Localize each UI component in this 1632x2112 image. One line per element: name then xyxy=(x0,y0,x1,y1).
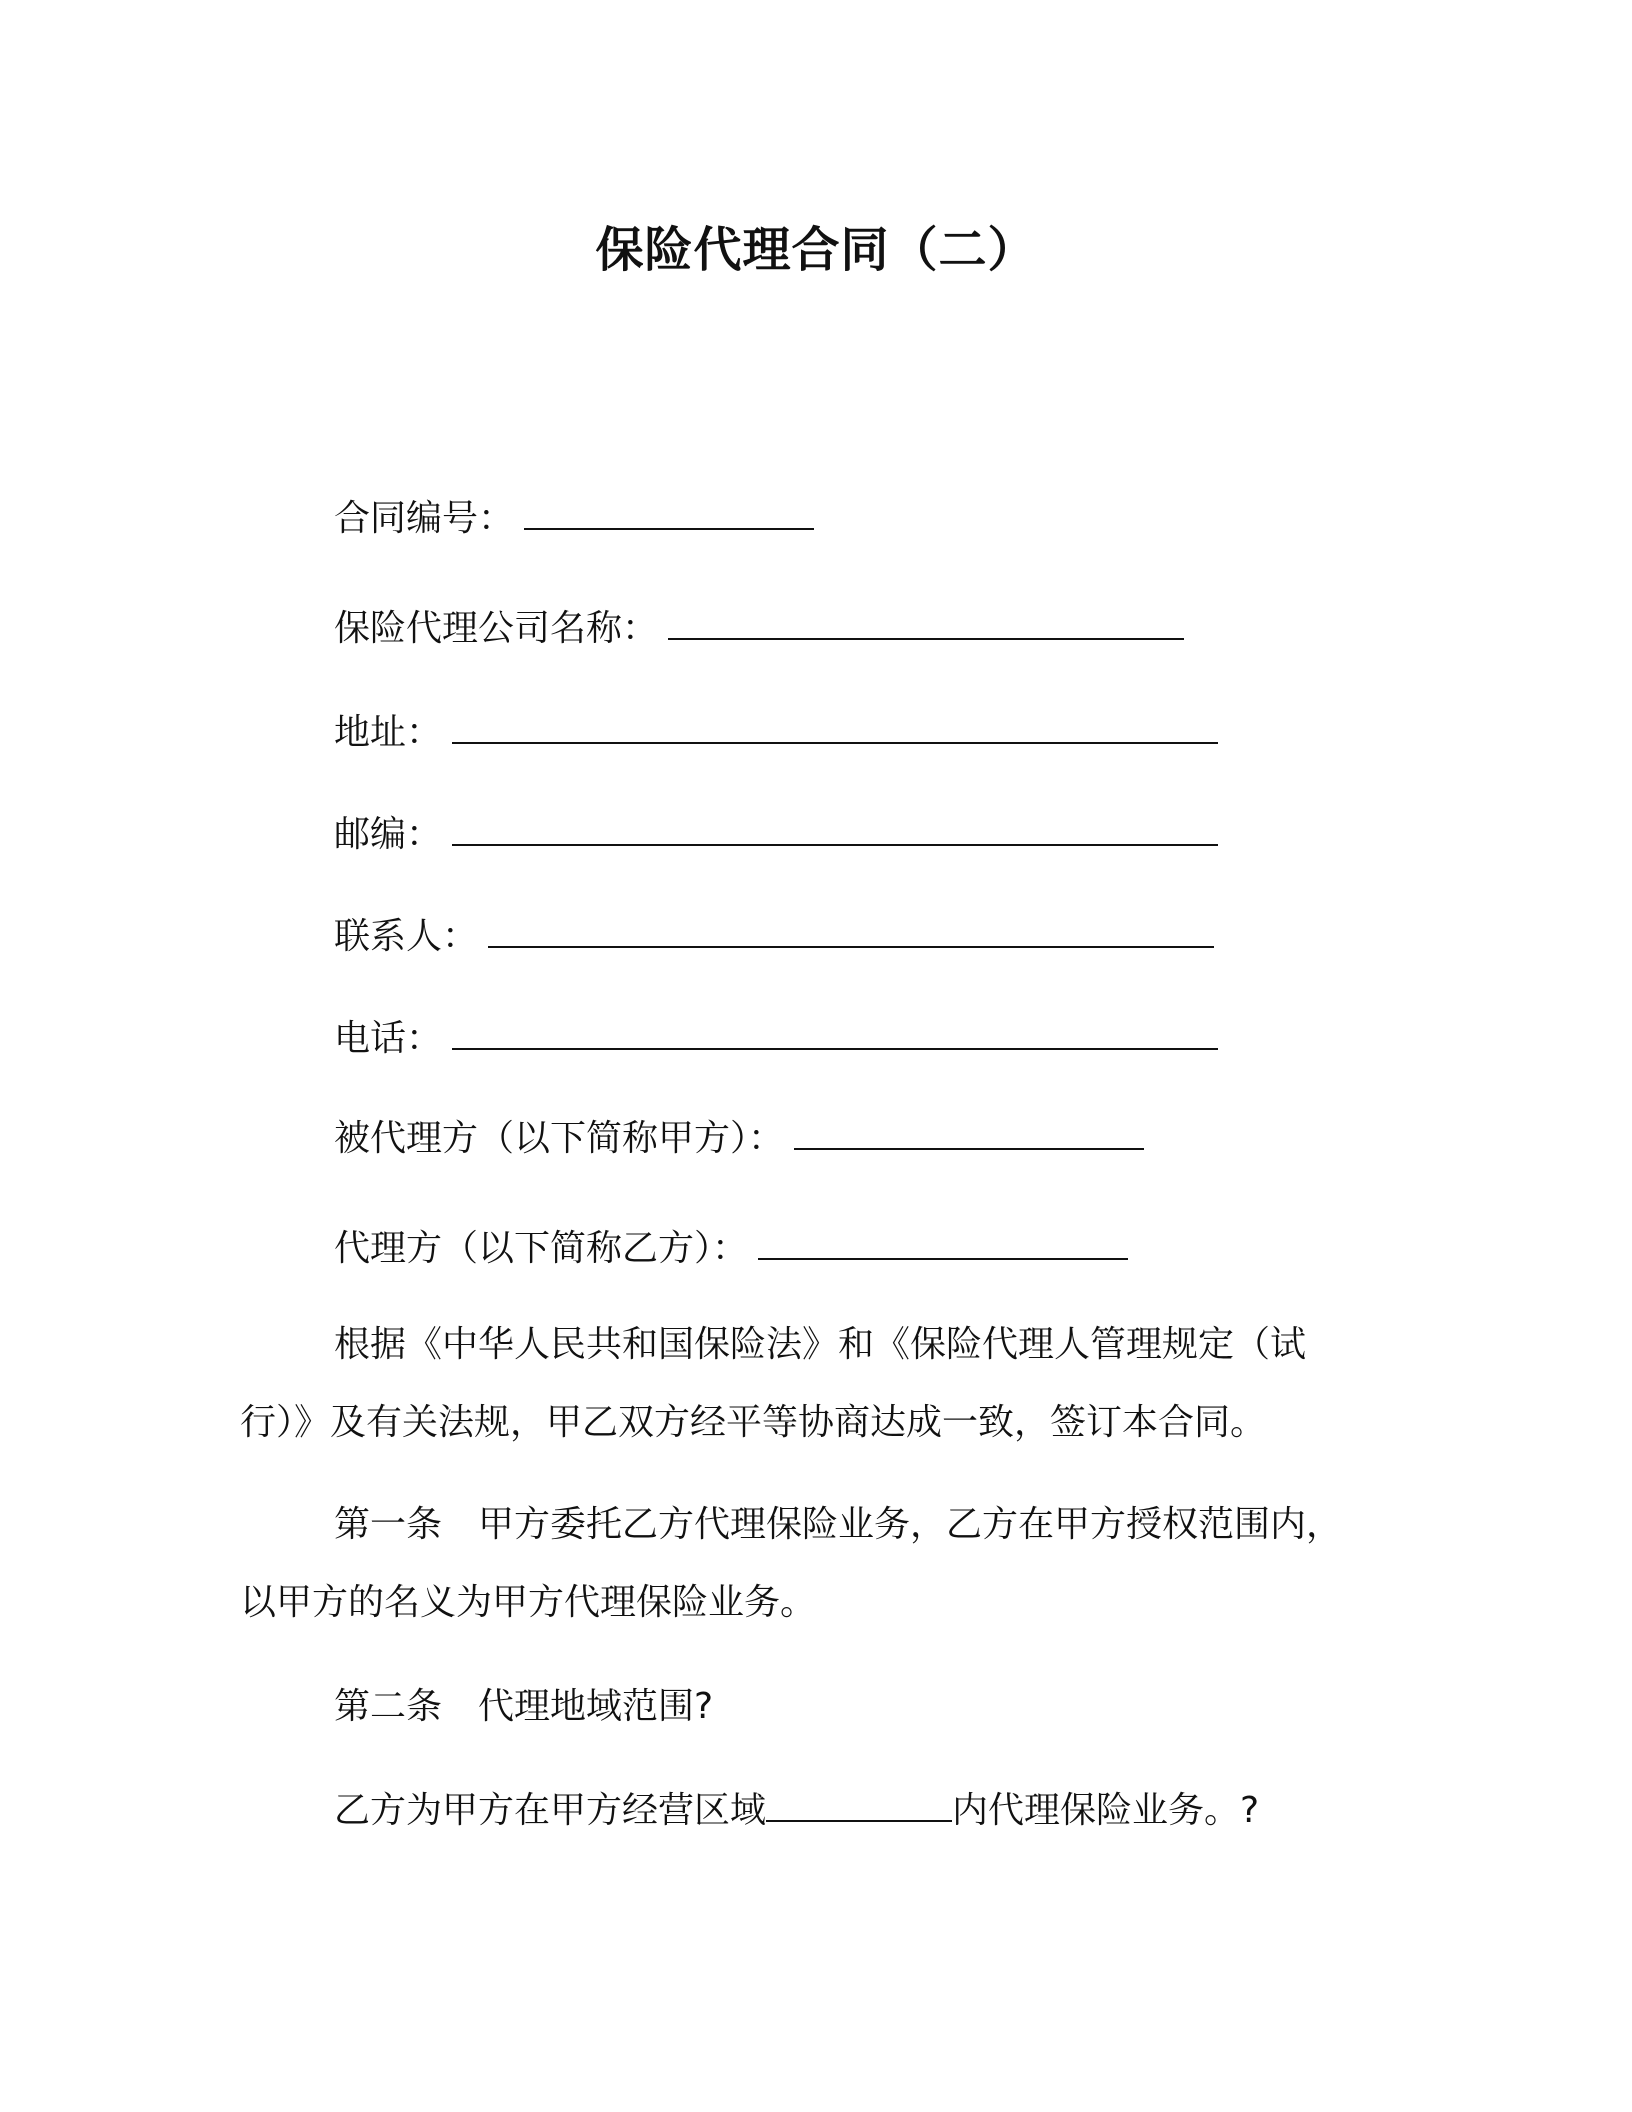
article-2 xyxy=(334,1682,713,1732)
region-text-before: 乙方为甲方在甲方经营区域 xyxy=(334,1790,767,1831)
blank-line[interactable] xyxy=(794,1114,1144,1150)
field-phone xyxy=(334,1014,1218,1064)
field-label: 电话： xyxy=(334,1018,443,1059)
article-text: 甲方委托乙方代理保险业务，乙方在甲方授权范围内， xyxy=(478,1504,1343,1545)
article-1-line-1 xyxy=(334,1500,1342,1550)
field-agency-name xyxy=(334,604,1184,654)
field-label: 联系人： xyxy=(334,916,479,957)
field-postcode xyxy=(334,810,1218,860)
blank-line[interactable] xyxy=(524,494,814,530)
field-label: 地址： xyxy=(334,712,443,753)
field-label: 邮编： xyxy=(334,814,443,855)
blank-line[interactable] xyxy=(452,708,1218,744)
field-party-b xyxy=(334,1224,1128,1274)
article-heading: 第一条 xyxy=(334,1504,443,1545)
field-party-a xyxy=(334,1114,1144,1164)
article-text: 代理地域范围? xyxy=(478,1686,714,1727)
field-contract-number xyxy=(334,494,814,544)
blank-line[interactable] xyxy=(488,912,1214,948)
field-contact-person xyxy=(334,912,1214,962)
preamble-line-2: 行）》及有关法规，甲乙双方经平等协商达成一致，签订本合同。 xyxy=(240,1402,1267,1443)
field-address xyxy=(334,708,1218,758)
blank-line[interactable] xyxy=(766,1786,952,1822)
document-title: 保险代理合同（二） xyxy=(595,222,1037,278)
blank-line[interactable] xyxy=(452,1014,1218,1050)
article-heading: 第二条 xyxy=(334,1686,443,1727)
article-1-line-2: 以甲方的名义为甲方代理保险业务。 xyxy=(240,1582,817,1623)
region-clause xyxy=(334,1786,1259,1836)
blank-line[interactable] xyxy=(668,604,1184,640)
field-label: 被代理方（以下简称甲方）： xyxy=(334,1118,785,1159)
blank-line[interactable] xyxy=(452,810,1218,846)
blank-line[interactable] xyxy=(758,1224,1128,1260)
preamble-line-1: 根据《中华人民共和国保险法》和《保险代理人管理规定（试 xyxy=(334,1324,1307,1365)
region-text-after: 内代理保险业务。? xyxy=(952,1790,1260,1831)
field-label: 合同编号： xyxy=(334,498,515,539)
field-label: 保险代理公司名称： xyxy=(334,608,659,649)
field-label: 代理方（以下简称乙方）： xyxy=(334,1228,749,1269)
